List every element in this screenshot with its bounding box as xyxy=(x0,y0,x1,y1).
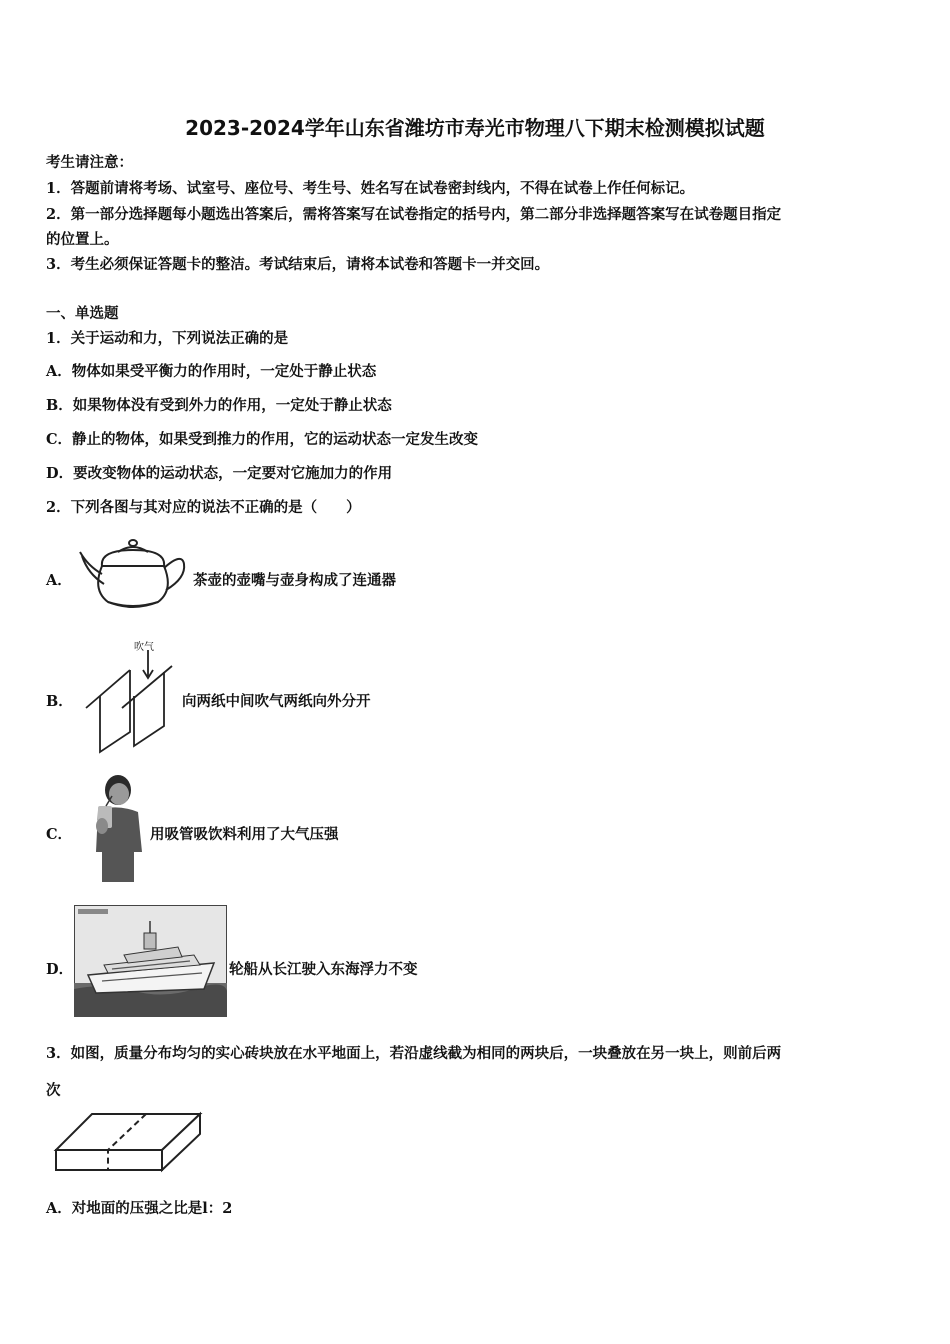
q3-option-a: A．对地面的压强之比是l：2 xyxy=(46,1200,233,1217)
q1-option-c: C．静止的物体，如果受到推力的作用，它的运动状态一定发生改变 xyxy=(46,431,479,448)
blow-label: 吹气 xyxy=(134,642,154,653)
brick-figure xyxy=(52,1110,204,1174)
q2-option-d-text: 轮船从长江驶入东海浮力不变 xyxy=(229,961,418,978)
q2-option-b-label: B． xyxy=(46,693,73,710)
q2-option-d-label: D． xyxy=(46,961,74,978)
q3-stem-line1: 3．如图，质量分布均匀的实心砖块放在水平地面上，若沿虚线截为相同的两块后，一块叠放在另一块上，则前后两 xyxy=(46,1045,782,1062)
q2-option-c-label: C． xyxy=(46,826,73,843)
teapot-figure xyxy=(78,530,190,612)
boy-drinking-figure xyxy=(88,772,146,884)
q1-stem: 1．关于运动和力，下列说法正确的是 xyxy=(46,330,289,347)
page-title: 2023-2024学年山东省潍坊市寿光市物理八下期末检测模拟试题 xyxy=(185,116,765,140)
notice-item-2: 2．第一部分选择题每小题选出答案后，需将答案写在试卷指定的括号内，第二部分非选择题答案写在试卷题目指定 xyxy=(46,206,782,223)
q2-option-a-label: A． xyxy=(46,572,72,589)
notice-item-1: 1．答题前请将考场、试室号、座位号、考生号、姓名写在试卷密封线内，不得在试卷上作任何标记。 xyxy=(46,180,695,197)
notice-item-2-cont: 的位置上。 xyxy=(46,231,119,248)
two-papers-figure xyxy=(82,636,182,758)
q3-stem-line2: 次 xyxy=(46,1082,61,1099)
q1-option-b: B．如果物体没有受到外力的作用，一定处于静止状态 xyxy=(46,397,392,414)
section-heading: 一、单选题 xyxy=(46,305,119,322)
q2-option-a-text: 茶壶的壶嘴与壶身构成了连通器 xyxy=(193,572,396,589)
q1-option-a: A．物体如果受平衡力的作用时，一定处于静止状态 xyxy=(46,363,377,380)
ship-photo-figure xyxy=(74,905,227,1017)
q1-option-d: D．要改变物体的运动状态，一定要对它施加力的作用 xyxy=(46,465,393,482)
notice-item-3: 3．考生必须保证答题卡的整洁。考试结束后，请将本试卷和答题卡一并交回。 xyxy=(46,256,550,273)
q2-stem: 2．下列各图与其对应的说法不正确的是（ ） xyxy=(46,499,361,516)
notice-heading: 考生请注意： xyxy=(46,154,133,171)
q2-option-c-text: 用吸管吸饮料利用了大气压强 xyxy=(150,826,339,843)
q2-option-b-text: 向两纸中间吹气两纸向外分开 xyxy=(182,693,371,710)
